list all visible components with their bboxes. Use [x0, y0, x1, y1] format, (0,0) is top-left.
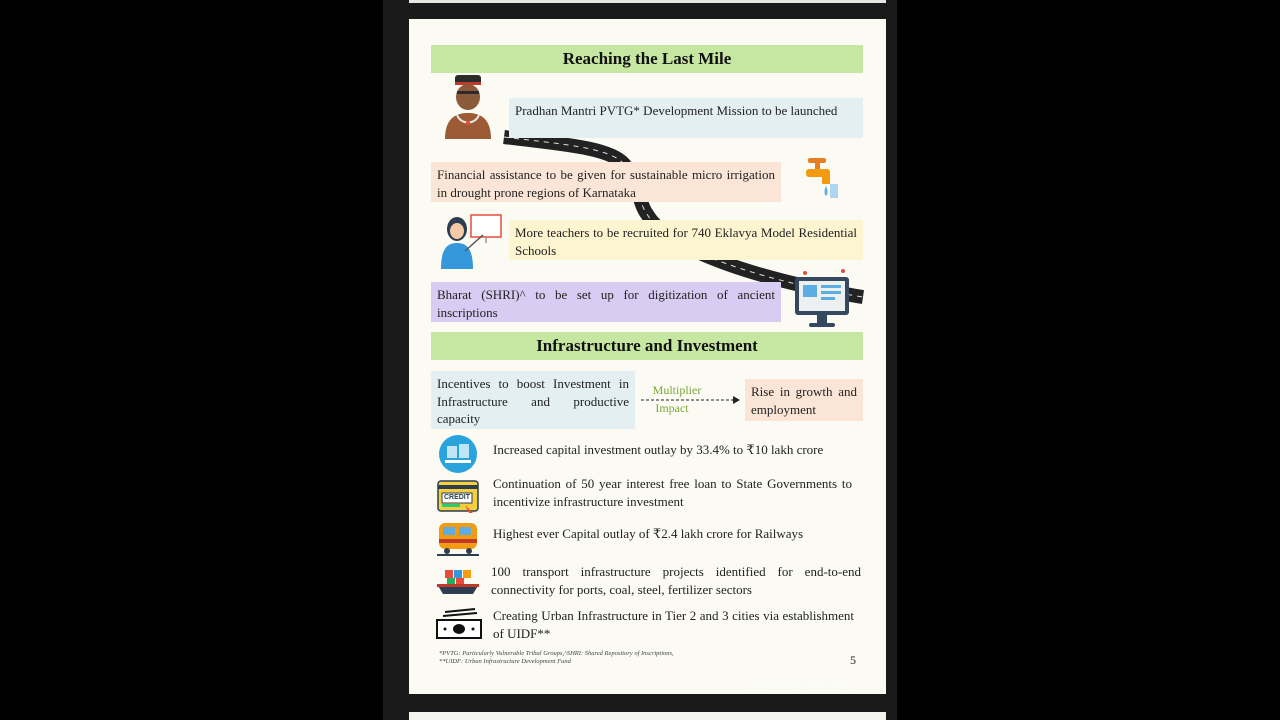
footnote-line-1: *PVTG: Particularly Vulnerable Tribal Groups,^SHRI: Shared Repository of Inscriptions,	[439, 650, 674, 657]
credit-icon	[437, 479, 479, 515]
item-pvtg-mission: Pradhan Mantri PVTG* Development Mission to be launched	[509, 98, 863, 138]
section-title-infrastructure: Infrastructure and Investment	[431, 332, 863, 360]
footnote-line-2: **UIDF: Urban Infrastructure Development Fund	[439, 658, 571, 665]
infrastructure-circle-icon	[437, 434, 479, 474]
flow-growth-box: Rise in growth and employment	[745, 379, 863, 421]
dashed-arrow	[641, 395, 741, 405]
item-interest-free-loan: Continuation of 50 year interest free loan to State Governments to incentivize infrastructure investment	[493, 476, 852, 509]
water-tap-icon	[804, 156, 840, 200]
cargo-ship-icon	[435, 566, 481, 596]
item-bharat-shri: Bharat (SHRI)^ to be set up for digitization of ancient inscriptions	[431, 282, 781, 322]
impact-label: Impact	[655, 401, 689, 415]
item-micro-irrigation: Financial assistance to be given for sustainable micro irrigation in drought prone regions of Karnataka	[431, 162, 781, 202]
previous-slide-edge	[409, 0, 886, 3]
item-railways-outlay: Highest ever Capital outlay of ₹2.4 lakh crore for Railways	[493, 526, 804, 541]
next-slide-edge	[409, 712, 886, 720]
item-transport-projects: 100 transport infrastructure projects identified for end-to-end connectivity for ports, coal, steel, fertilizer sectors	[491, 564, 861, 597]
banknote-icon	[435, 608, 483, 640]
section-title-last-mile: Reaching the Last Mile	[431, 45, 863, 73]
page-number: 5	[850, 653, 856, 667]
computer-monitor-icon	[793, 267, 851, 329]
item-uidf: Creating Urban Infrastructure in Tier 2 and 3 cities via establishment of UIDF**	[493, 608, 854, 641]
multiplier-label: Multiplier	[652, 383, 702, 397]
credit-icon-label: CREDIT	[443, 494, 471, 501]
slide-page	[409, 19, 886, 694]
tribal-person-icon	[441, 73, 497, 139]
item-capital-investment: Increased capital investment outlay by 33.4% to ₹10 lakh crore	[493, 442, 824, 457]
flow-incentives-box: Incentives to boost Investment in Infrastructure and productive capacity	[431, 371, 635, 429]
teacher-icon	[439, 213, 505, 269]
footnote	[439, 650, 674, 666]
recorder-watermark: XRecorder	[748, 676, 859, 698]
item-teachers-eklavya: More teachers to be recruited for 740 Eklavya Model Residential Schools	[509, 220, 863, 260]
train-icon	[437, 521, 479, 557]
